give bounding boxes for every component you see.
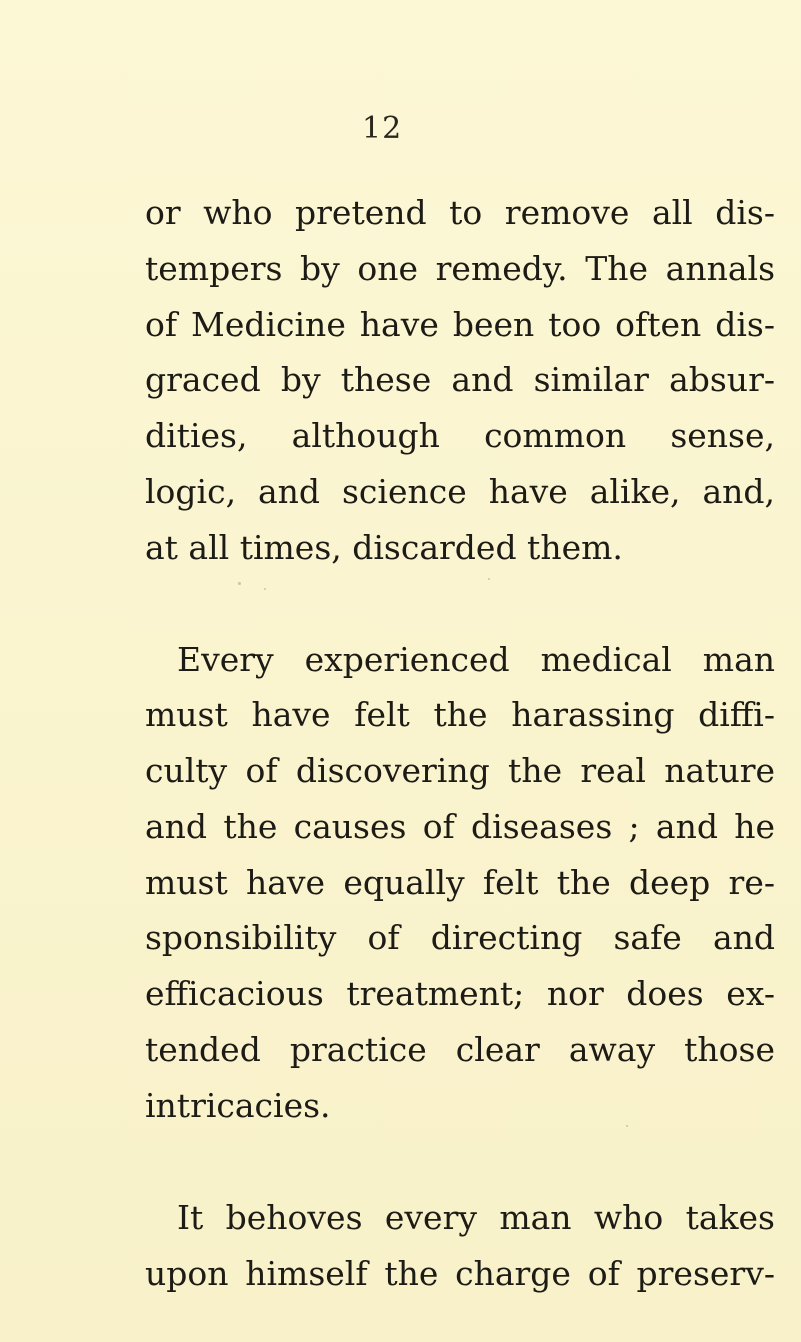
text-line: upon himself the charge of preserv-	[145, 1254, 775, 1293]
text-line: at all times, discarded them.	[145, 528, 623, 567]
paper-speck	[264, 588, 266, 590]
text-line: sponsibility of directing safe and	[145, 918, 775, 957]
text-line: tempers by one remedy. The annals	[145, 249, 775, 288]
text-line: must have felt the harassing diffi-	[145, 695, 775, 734]
text-line: Every experienced medical man	[177, 640, 775, 679]
text-line: efficacious treatment; nor does ex-	[145, 974, 775, 1013]
text-line: must have equally felt the deep re-	[145, 863, 775, 902]
text-line: It behoves every man who takes	[177, 1198, 775, 1237]
text-line: intricacies.	[145, 1086, 331, 1125]
text-line: graced by these and similar absur-	[145, 360, 775, 399]
paper-speck	[488, 578, 490, 580]
page-number: 12	[362, 111, 403, 146]
text-line: tended practice clear away those	[145, 1030, 775, 1069]
text-line: dities, although common sense,	[145, 416, 775, 455]
text-line: and the causes of diseases ; and he	[145, 807, 775, 846]
text-line: culty of discovering the real nature	[145, 751, 775, 790]
paper-speck	[626, 1125, 628, 1127]
text-line: or who pretend to remove all dis-	[145, 193, 775, 232]
text-line: logic, and science have alike, and,	[145, 472, 775, 511]
text-line: of Medicine have been too often dis-	[145, 305, 775, 344]
paper-speck	[238, 582, 241, 585]
paper-speck	[640, 768, 642, 772]
